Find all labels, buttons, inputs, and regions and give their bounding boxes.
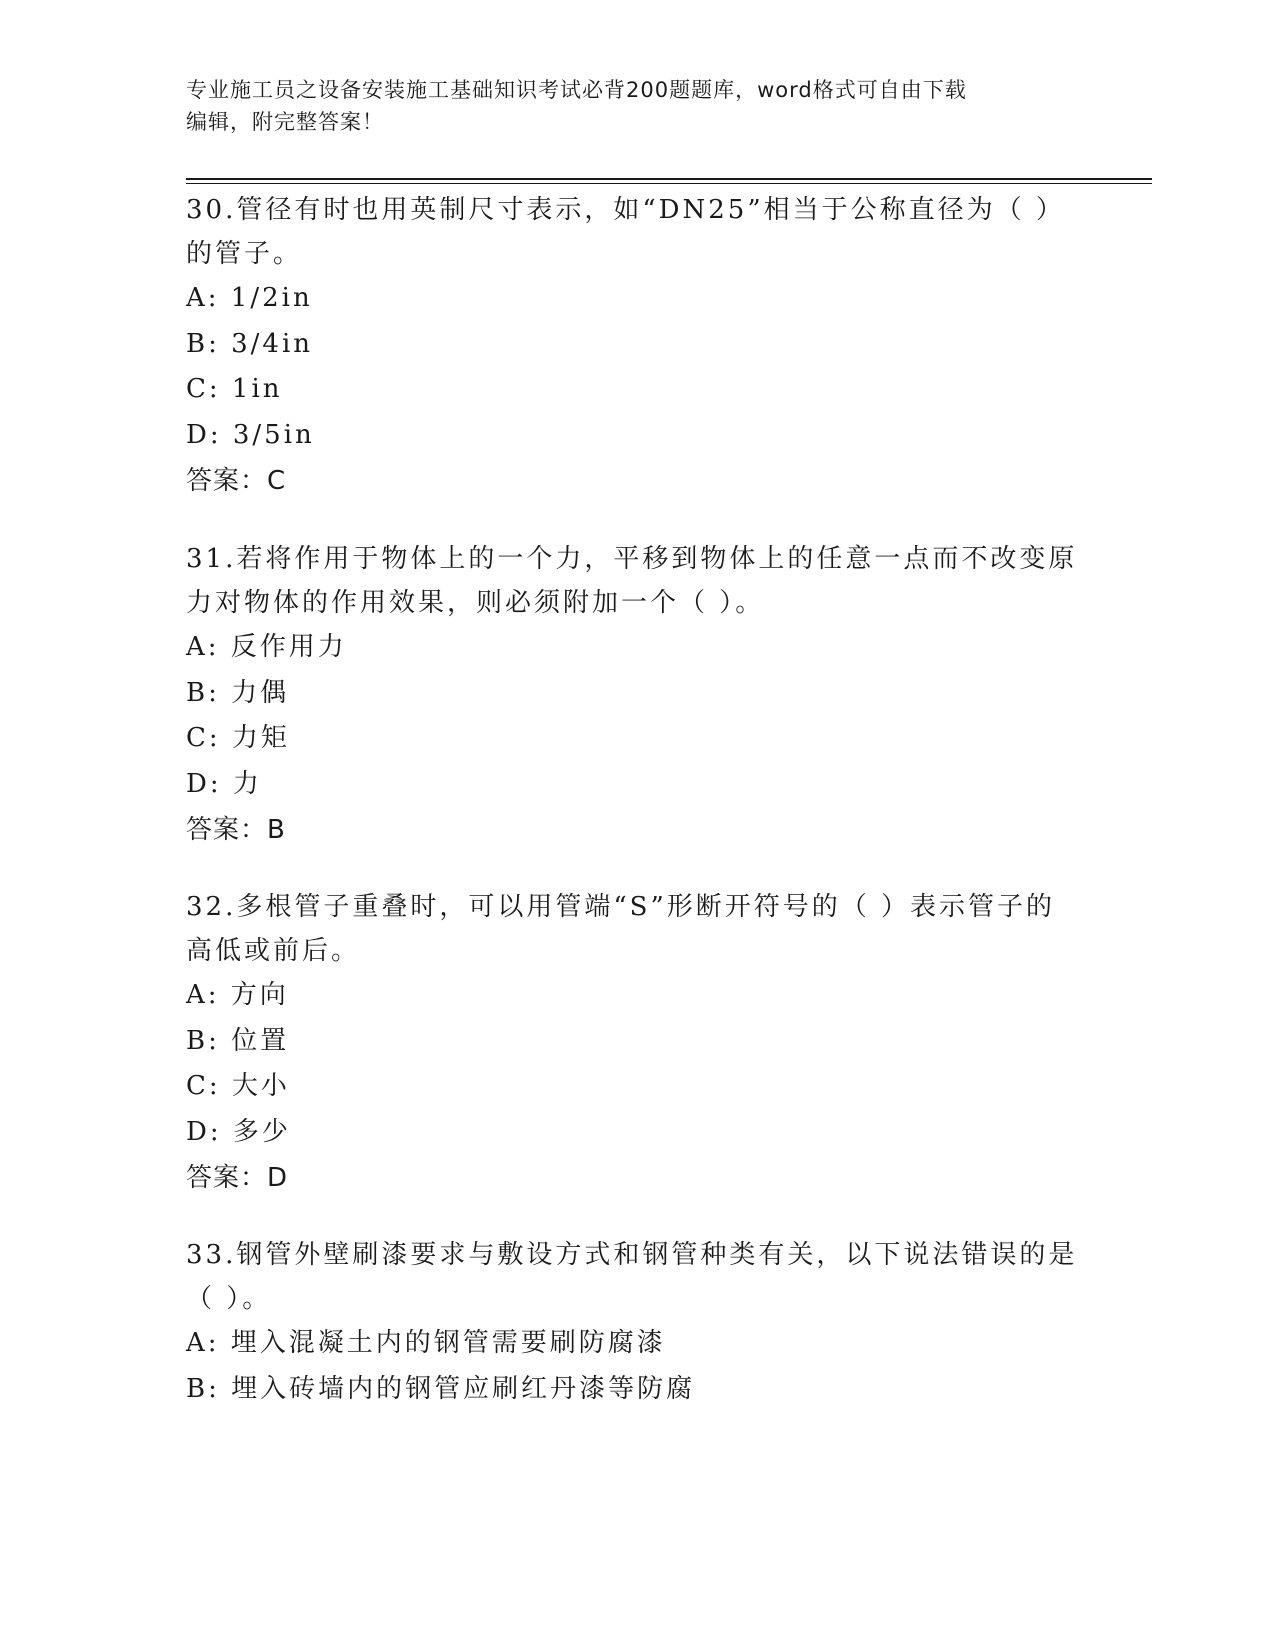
- question-stem-line-1: 32.多根管子重叠时，可以用管端“S”形断开符号的（ ）表示管子的: [186, 892, 1056, 922]
- question-stem-line-1: 33.钢管外壁刷漆要求与敷设方式和钢管种类有关，以下说法错误的是: [186, 1240, 1078, 1270]
- option-c: C: 力矩: [186, 723, 290, 753]
- answer-label: 答案：C: [186, 466, 287, 496]
- option-a: A: 方向: [186, 980, 289, 1010]
- answer-label: 答案：D: [186, 1163, 289, 1193]
- header-rule-thin: [186, 183, 1152, 184]
- option-b: B: 位置: [186, 1025, 290, 1056]
- option-d: D: 力: [186, 768, 262, 799]
- header-line-1: 专业施工员之设备安装施工基础知识考试必背200题题库，word格式可自由下载: [186, 78, 967, 102]
- option-b: B: 埋入砖墙内的钢管应刷红丹漆等防腐: [186, 1373, 696, 1404]
- question-stem-line-2: （ ）。: [186, 1284, 272, 1314]
- header-line-2: 编辑，附完整答案！: [186, 110, 384, 134]
- question-stem-line-2: 高低或前后。: [186, 936, 361, 966]
- question-32: [186, 885, 1086, 1201]
- option-c: C: 大小: [186, 1071, 290, 1101]
- header-rule-thick: [186, 178, 1152, 180]
- option-a: A: 埋入混凝土内的钢管需要刷防腐漆: [186, 1328, 666, 1358]
- option-a: A: 反作用力: [186, 632, 347, 662]
- question-stem-line-1: 30.管径有时也用英制尺寸表示，如“DN25”相当于公称直径为（ ）: [186, 195, 1065, 225]
- document-header: [186, 74, 1066, 138]
- option-d: D: 3/5in: [186, 419, 315, 450]
- option-c: C: 1in: [186, 374, 283, 404]
- option-b: B: 力偶: [186, 677, 290, 708]
- question-stem-line-2: 的管子。: [186, 239, 303, 269]
- option-d: D: 多少: [186, 1116, 291, 1147]
- question-stem-line-2: 力对物体的作用效果，则必须附加一个（ ）。: [186, 588, 765, 618]
- question-31: [186, 537, 1086, 853]
- question-stem-line-1: 31.若将作用于物体上的一个力，平移到物体上的任意一点而不改变原: [186, 544, 1078, 574]
- question-30: [186, 188, 1086, 504]
- option-a: A: 1/2in: [186, 283, 313, 313]
- option-b: B: 3/4in: [186, 328, 314, 359]
- answer-label: 答案：B: [186, 815, 286, 845]
- question-33: [186, 1233, 1086, 1412]
